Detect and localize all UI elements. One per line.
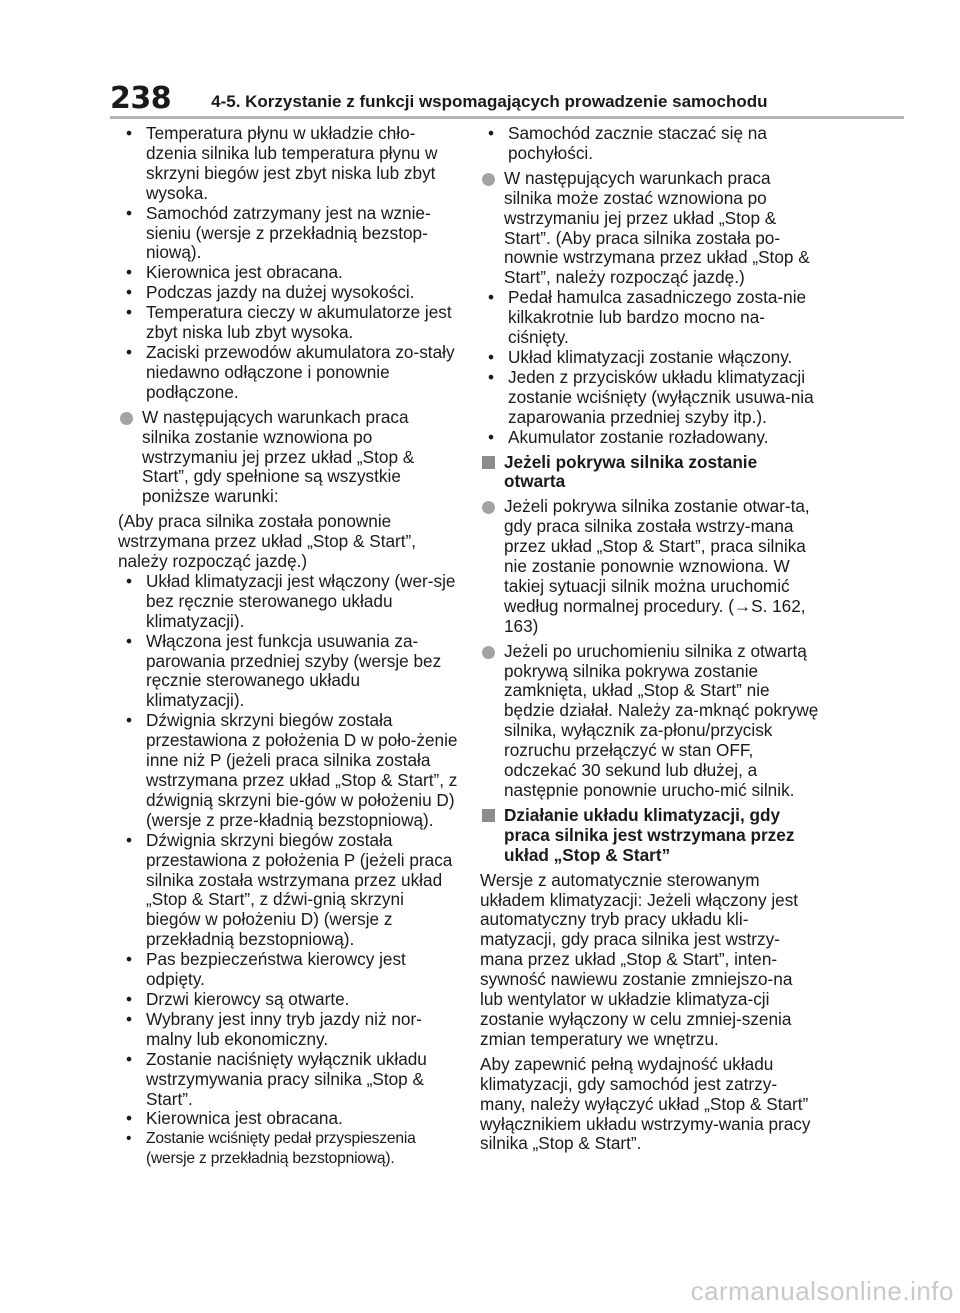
note-paragraph: (Aby praca silnika została ponownie wstrzymana przez układ „Stop & Start”, należy rozpocząć jazdę.) bbox=[118, 511, 417, 572]
list-item: • Zaciski przewodów akumulatora zo-stały niedawno odłączone i ponownie podłączone. bbox=[118, 343, 458, 403]
list-item: • Temperatura płynu w układzie chło-dzenia silnika lub temperatura płynu w skrzyni biegów jest zbyt niska lub zbyt wysoka. bbox=[118, 124, 458, 204]
restart-conditions-paragraph: W następujących warunkach praca silnika zostanie wznowiona po wstrzymaniu jej przez układ „Stop & Start”, gdy spełnione są wszystkie poniższe warunki: bbox=[118, 408, 458, 508]
list-item: • Wybrany jest inny tryb jazdy niż nor-malny lub ekonomiczny. bbox=[118, 1010, 458, 1050]
air-conditioning-paragraph: Wersje z automatycznie sterowanym układem klimatyzacji: Jeżeli włączony jest automatyczny tryb pracy układu kli-matyzacji, gdy praca silnika jest wstrzy-mana przez układ „Stop & Start”, inten-sywność nawiewu zostanie zmniejszo-na lub wentylator w układzie klimatyza-cji zostanie wyłączony w celu zmniej-szenia zmian temperatury we wnętrzu. bbox=[480, 869, 799, 1049]
section-title: 4-5. Korzystanie z funkcji wspomagających prowadzenie samochodu bbox=[211, 92, 768, 111]
list-item: • Pas bezpieczeństwa kierowcy jest odpięty. bbox=[118, 950, 458, 990]
condition-list-2 bbox=[118, 572, 458, 1169]
list-item: • Kierownica jest obracana. bbox=[118, 263, 458, 283]
list-item: • Układ klimatyzacji zostanie włączony. bbox=[480, 348, 820, 368]
list-item: • Samochód zacznie staczać się na pochyłości. bbox=[480, 124, 820, 164]
header-divider bbox=[110, 116, 904, 119]
square-bullet-icon bbox=[482, 809, 495, 822]
right-column bbox=[480, 124, 820, 1154]
list-item: • Pedał hamulca zasadniczego zosta-nie kilkakrotnie lub bardzo mocno na-ciśnięty. bbox=[480, 288, 820, 348]
page-header bbox=[110, 80, 910, 114]
page-number: 238 bbox=[110, 81, 172, 116]
list-item: • Włączona jest funkcja usuwania za-parowania przedniej szyby (wersje bez ręcznie sterowanego układu klimatyzacji). bbox=[118, 632, 458, 712]
list-item: • Zostanie wciśnięty pedał przyspieszenia (wersje z przekładnią bezstopniową). bbox=[118, 1129, 458, 1169]
full-performance-paragraph: Aby zapewnić pełną wydajność układu klimatyzacji, gdy samochód jest zatrzy-many, należy wyłączyć układ „Stop & Start” wyłącznikiem układu wstrzymy-wania pracy silnika „Stop & Start”. bbox=[480, 1053, 811, 1154]
list-item: • Układ klimatyzacji jest włączony (wer-sje bez ręcznie sterowanego układu klimatyzacji). bbox=[118, 572, 458, 632]
circle-bullet-icon bbox=[120, 412, 133, 425]
watermark: carmanualsonline.info bbox=[690, 1276, 954, 1306]
list-item: • Dźwignia skrzyni biegów została przestawiona z położenia D w poło-żenie inne niż P (jeżeli praca silnika została wstrzymana przez układ „Stop & Start”, z dźwignią skrzyni bie-gów w położeniu D) (wersje z prze-kładnią bezstopniową). bbox=[118, 711, 458, 830]
hood-open-paragraph: Jeżeli pokrywa silnika zostanie otwar-ta, gdy praca silnika została wstrzy-mana przez układ „Stop & Start”, praca silnika nie zostanie ponownie wznowiona. W takiej sytuacji silnik można uruchomić według normalnej procedury. (→S. 162, 163) bbox=[480, 497, 820, 636]
list-item: • Drzwi kierowcy są otwarte. bbox=[118, 990, 458, 1010]
list-item: • Akumulator zostanie rozładowany. bbox=[480, 428, 820, 448]
hood-open-heading: Jeżeli pokrywa silnika zostanie otwarta bbox=[480, 453, 820, 493]
list-item: • Jeden z przycisków układu klimatyzacji zostanie wciśnięty (wyłącznik usuwa-nia zaparowania przedniej szyby itp.). bbox=[480, 368, 820, 428]
list-item: • Zostanie naciśnięty wyłącznik układu wstrzymywania pracy silnika „Stop & Start”. bbox=[118, 1050, 458, 1110]
list-item: • Temperatura cieczy w akumulatorze jest zbyt niska lub zbyt wysoka. bbox=[118, 303, 458, 343]
list-item: • Kierownica jest obracana. bbox=[118, 1109, 458, 1129]
condition-list-3 bbox=[480, 124, 820, 164]
condition-list-1 bbox=[118, 124, 458, 403]
air-conditioning-heading: Działanie układu klimatyzacji, gdy praca silnika jest wstrzymana przez układ „Stop & Start” bbox=[480, 806, 820, 866]
circle-bullet-icon bbox=[482, 173, 495, 186]
hood-closed-paragraph: Jeżeli po uruchomieniu silnika z otwartą pokrywą silnika pokrywa zostanie zamknięta, układ „Stop & Start” nie będzie działał. Należy za-mknąć pokrywę silnika, wyłącznik za-płonu/przycisk rozruchu przełączyć w stan OFF, odczekać 30 sekund lub dłużej, a następnie ponownie urucho-mić silnik. bbox=[480, 642, 820, 801]
circle-bullet-icon bbox=[482, 501, 495, 514]
square-bullet-icon bbox=[482, 456, 495, 469]
possible-restart-paragraph: W następujących warunkach praca silnika może zostać wznowiona po wstrzymaniu jej przez układ „Stop & Start”. (Aby praca silnika została po-nownie wstrzymana przez układ „Stop & Start”, należy rozpocząć jazdę.) bbox=[480, 169, 820, 288]
condition-list-4 bbox=[480, 288, 820, 447]
circle-bullet-icon bbox=[482, 646, 495, 659]
list-item: • Samochód zatrzymany jest na wznie-sieniu (wersje z przekładnią bezstop-niową). bbox=[118, 204, 458, 264]
left-column bbox=[118, 124, 458, 1169]
list-item: • Dźwignia skrzyni biegów została przestawiona z położenia P (jeżeli praca silnika została wstrzymana przez układ „Stop & Start”, z dźwi-gnią skrzyni biegów w położeniu D) (wersje z przekładnią bezstopniową). bbox=[118, 831, 458, 950]
list-item: • Podczas jazdy na dużej wysokości. bbox=[118, 283, 458, 303]
